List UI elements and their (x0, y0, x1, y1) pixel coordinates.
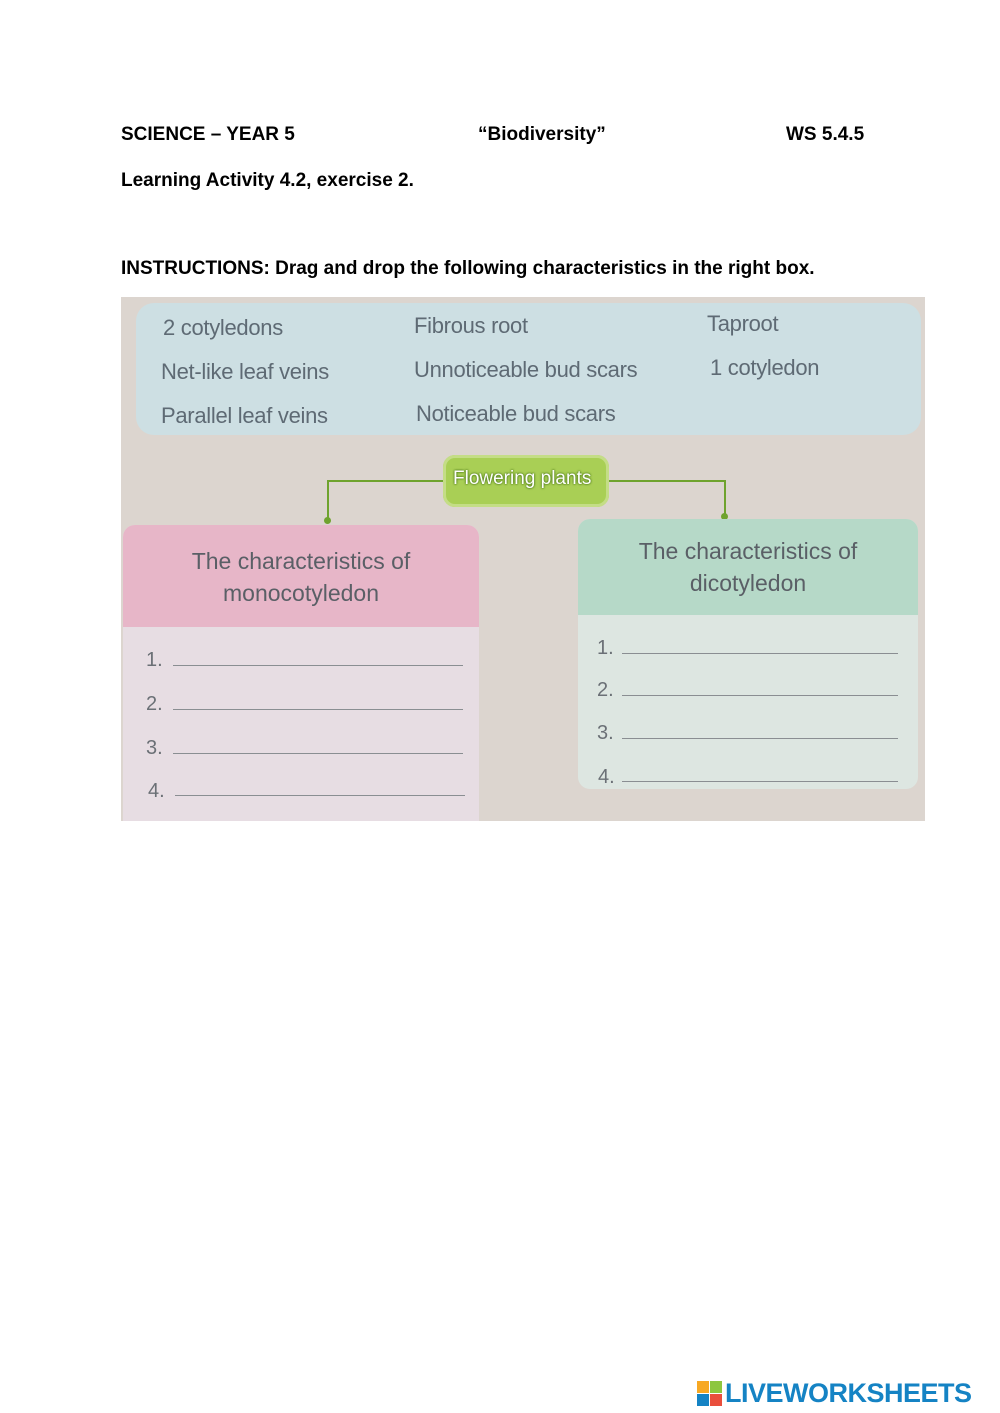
monocot-drop-zone-3[interactable] (173, 725, 463, 753)
monocot-drop-zone-1[interactable] (173, 637, 463, 665)
dicot-answer-line-4 (622, 781, 898, 782)
connector-left-drop (327, 480, 329, 520)
dicot-drop-zone-3[interactable] (622, 710, 898, 738)
monocot-answer-line-2 (173, 709, 463, 710)
dicot-drop-zone-2[interactable] (622, 667, 898, 695)
monocot-title-line2: monocotyledon (223, 580, 379, 606)
dicot-drop-zone-4[interactable] (622, 753, 898, 781)
monocot-box (123, 525, 479, 821)
monocot-number-2: 2. (146, 693, 163, 715)
instructions-text: INSTRUCTIONS: Drag and drop the following characteristics in the right box. (121, 258, 815, 279)
connector-left (328, 480, 445, 482)
dicot-answer-line-2 (622, 695, 898, 696)
monocot-title-line1: The characteristics of (191, 548, 411, 574)
topic-title: “Biodiversity” (478, 124, 606, 145)
dicot-number-3: 3. (597, 722, 614, 744)
monocot-answer-line-4 (175, 795, 465, 796)
dicot-answer-line-1 (622, 653, 898, 654)
drag-option-1-cotyledon[interactable]: 1 cotyledon (710, 355, 820, 380)
monocot-answer-line-1 (173, 665, 463, 666)
logo-squares-icon (697, 1381, 723, 1407)
connector-right-drop (724, 480, 726, 516)
monocot-drop-zone-2[interactable] (173, 681, 463, 709)
activity-label: Learning Activity 4.2, exercise 2. (121, 170, 414, 191)
dicot-title-line1: The characteristics of (638, 538, 858, 564)
dicot-number-2: 2. (597, 679, 614, 701)
worksheet-code: WS 5.4.5 (786, 124, 865, 145)
dicot-drop-zone-1[interactable] (622, 625, 898, 653)
monocot-header (123, 525, 479, 627)
monocot-drop-zone-4[interactable] (175, 767, 465, 795)
dicot-header (578, 519, 918, 615)
drag-option-fibrous-root[interactable]: Fibrous root (414, 313, 528, 338)
monocot-number-3: 3. (146, 737, 163, 759)
monocot-answer-line-3 (173, 753, 463, 754)
drag-option-unnoticeable-bud-scars[interactable]: Unnoticeable bud scars (414, 357, 638, 382)
connector-right (609, 480, 726, 482)
drag-option-2-cotyledons[interactable]: 2 cotyledons (163, 315, 283, 340)
drag-option-parallel-leaf-veins[interactable]: Parallel leaf veins (161, 403, 328, 428)
connector-left-dot (324, 517, 331, 524)
drag-option-net-like-leaf-veins[interactable]: Net-like leaf veins (161, 359, 329, 384)
drag-option-noticeable-bud-scars[interactable]: Noticeable bud scars (416, 401, 616, 426)
dicot-number-1: 1. (597, 637, 614, 659)
flowering-plants-label (443, 455, 609, 507)
liveworksheets-logo (697, 1378, 997, 1408)
drag-option-taproot[interactable]: Taproot (707, 311, 779, 336)
monocot-number-4: 4. (148, 780, 165, 802)
dicot-number-4: 4. (598, 766, 615, 788)
subject-title: SCIENCE – YEAR 5 (121, 124, 295, 145)
dicot-box (578, 519, 918, 789)
dicot-answer-line-3 (622, 738, 898, 739)
monocot-number-1: 1. (146, 649, 163, 671)
flowering-plants-text: Flowering plants (453, 468, 592, 489)
worksheet-image (121, 297, 925, 821)
dicot-title-line2: dicotyledon (689, 570, 807, 596)
logo-text: LIVEWORKSHEETS (725, 1378, 972, 1408)
